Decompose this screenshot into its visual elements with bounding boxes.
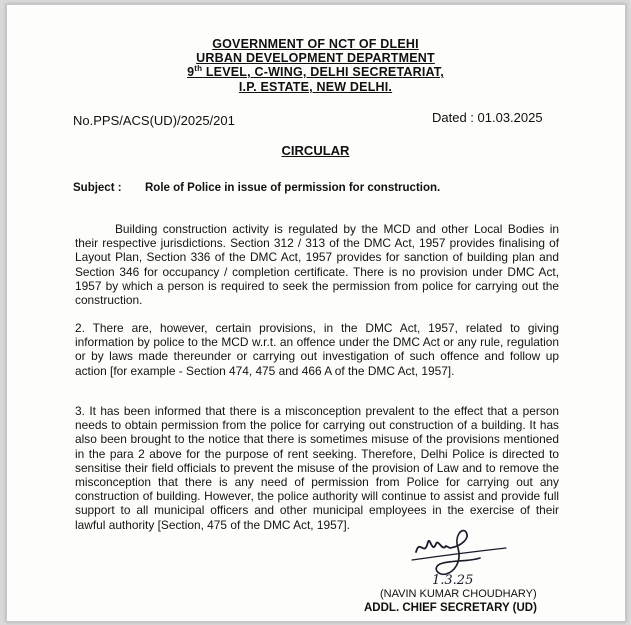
paragraph-2: 2. There are, however, certain provisions, in the DMC Act, 1957, related to giving information by police to the MCD w.r.t. an offence under the DMC Act or any rule, regulation or by laws made thereunder or carrying out investigation of such offence and follow up action [for example - Section 474, 475 and 466 A of the DMC Act, 1957]. xyxy=(75,321,559,378)
header-address-line2: I.P. ESTATE, NEW DELHI. xyxy=(238,80,393,94)
signatory-name: (NAVIN KUMAR CHOUDHARY) xyxy=(380,588,537,600)
document-title: CIRCULAR xyxy=(281,143,350,158)
header-government: GOVERNMENT OF NCT OF DLEHI xyxy=(212,37,419,51)
subject-text: Role of Police in issue of permission for construction. xyxy=(145,182,441,194)
header-address-text: LEVEL, C-WING, DELHI SECRETARIAT, xyxy=(202,65,444,79)
date: Dated : 01.03.2025 xyxy=(432,110,543,125)
handwritten-date: 1.3.25 xyxy=(432,573,474,588)
header-address-line1 xyxy=(0,65,631,79)
header-department: URBAN DEVELOPMENT DEPARTMENT xyxy=(196,51,435,65)
paragraph-3: 3. It has been informed that there is a misconception prevalent to the effect that a person needs to obtain permission from the police for carrying out construction of a building. It has also been brought to the notice that there is sometimes misuse of the provisions mentioned in the para 2 above for the purpose of rent seeking. Therefore, Delhi Police is directed to sensitise their field officials to prevent the misuse of the provision of Law and to remove the misconception that there is any need of permission from Police for carrying out any construction of building. However, the police authority will continue to assist and provide full support to all municipal officers and other municipal employees in the exercise of their lawful authority [Section, 475 of the DMC Act, 1957]. xyxy=(75,404,559,532)
paragraph-1: Building construction activity is regulated by the MCD and other Local Bodies in their respective jurisdictions. Section 312 / 313 of the DMC Act, 1957 provides finalising of Layout Plan, Section 336 of the DMC Act, 1957 provides for sanction of building plan and Section 346 for occupancy / completion certificate. There is no provision under DMC Act, 1957 by which a person is required to seek the permission from police for carrying out the construction. xyxy=(75,222,559,308)
signatory-designation: ADDL. CHIEF SECRETARY (UD) xyxy=(364,602,537,614)
subject-label: Subject : xyxy=(73,182,122,194)
reference-number: No.PPS/ACS(UD)/2025/201 xyxy=(73,113,235,128)
header-level-suffix: th xyxy=(194,63,203,73)
header-level-number: 9 xyxy=(187,65,195,79)
handwritten-signature xyxy=(410,528,520,588)
